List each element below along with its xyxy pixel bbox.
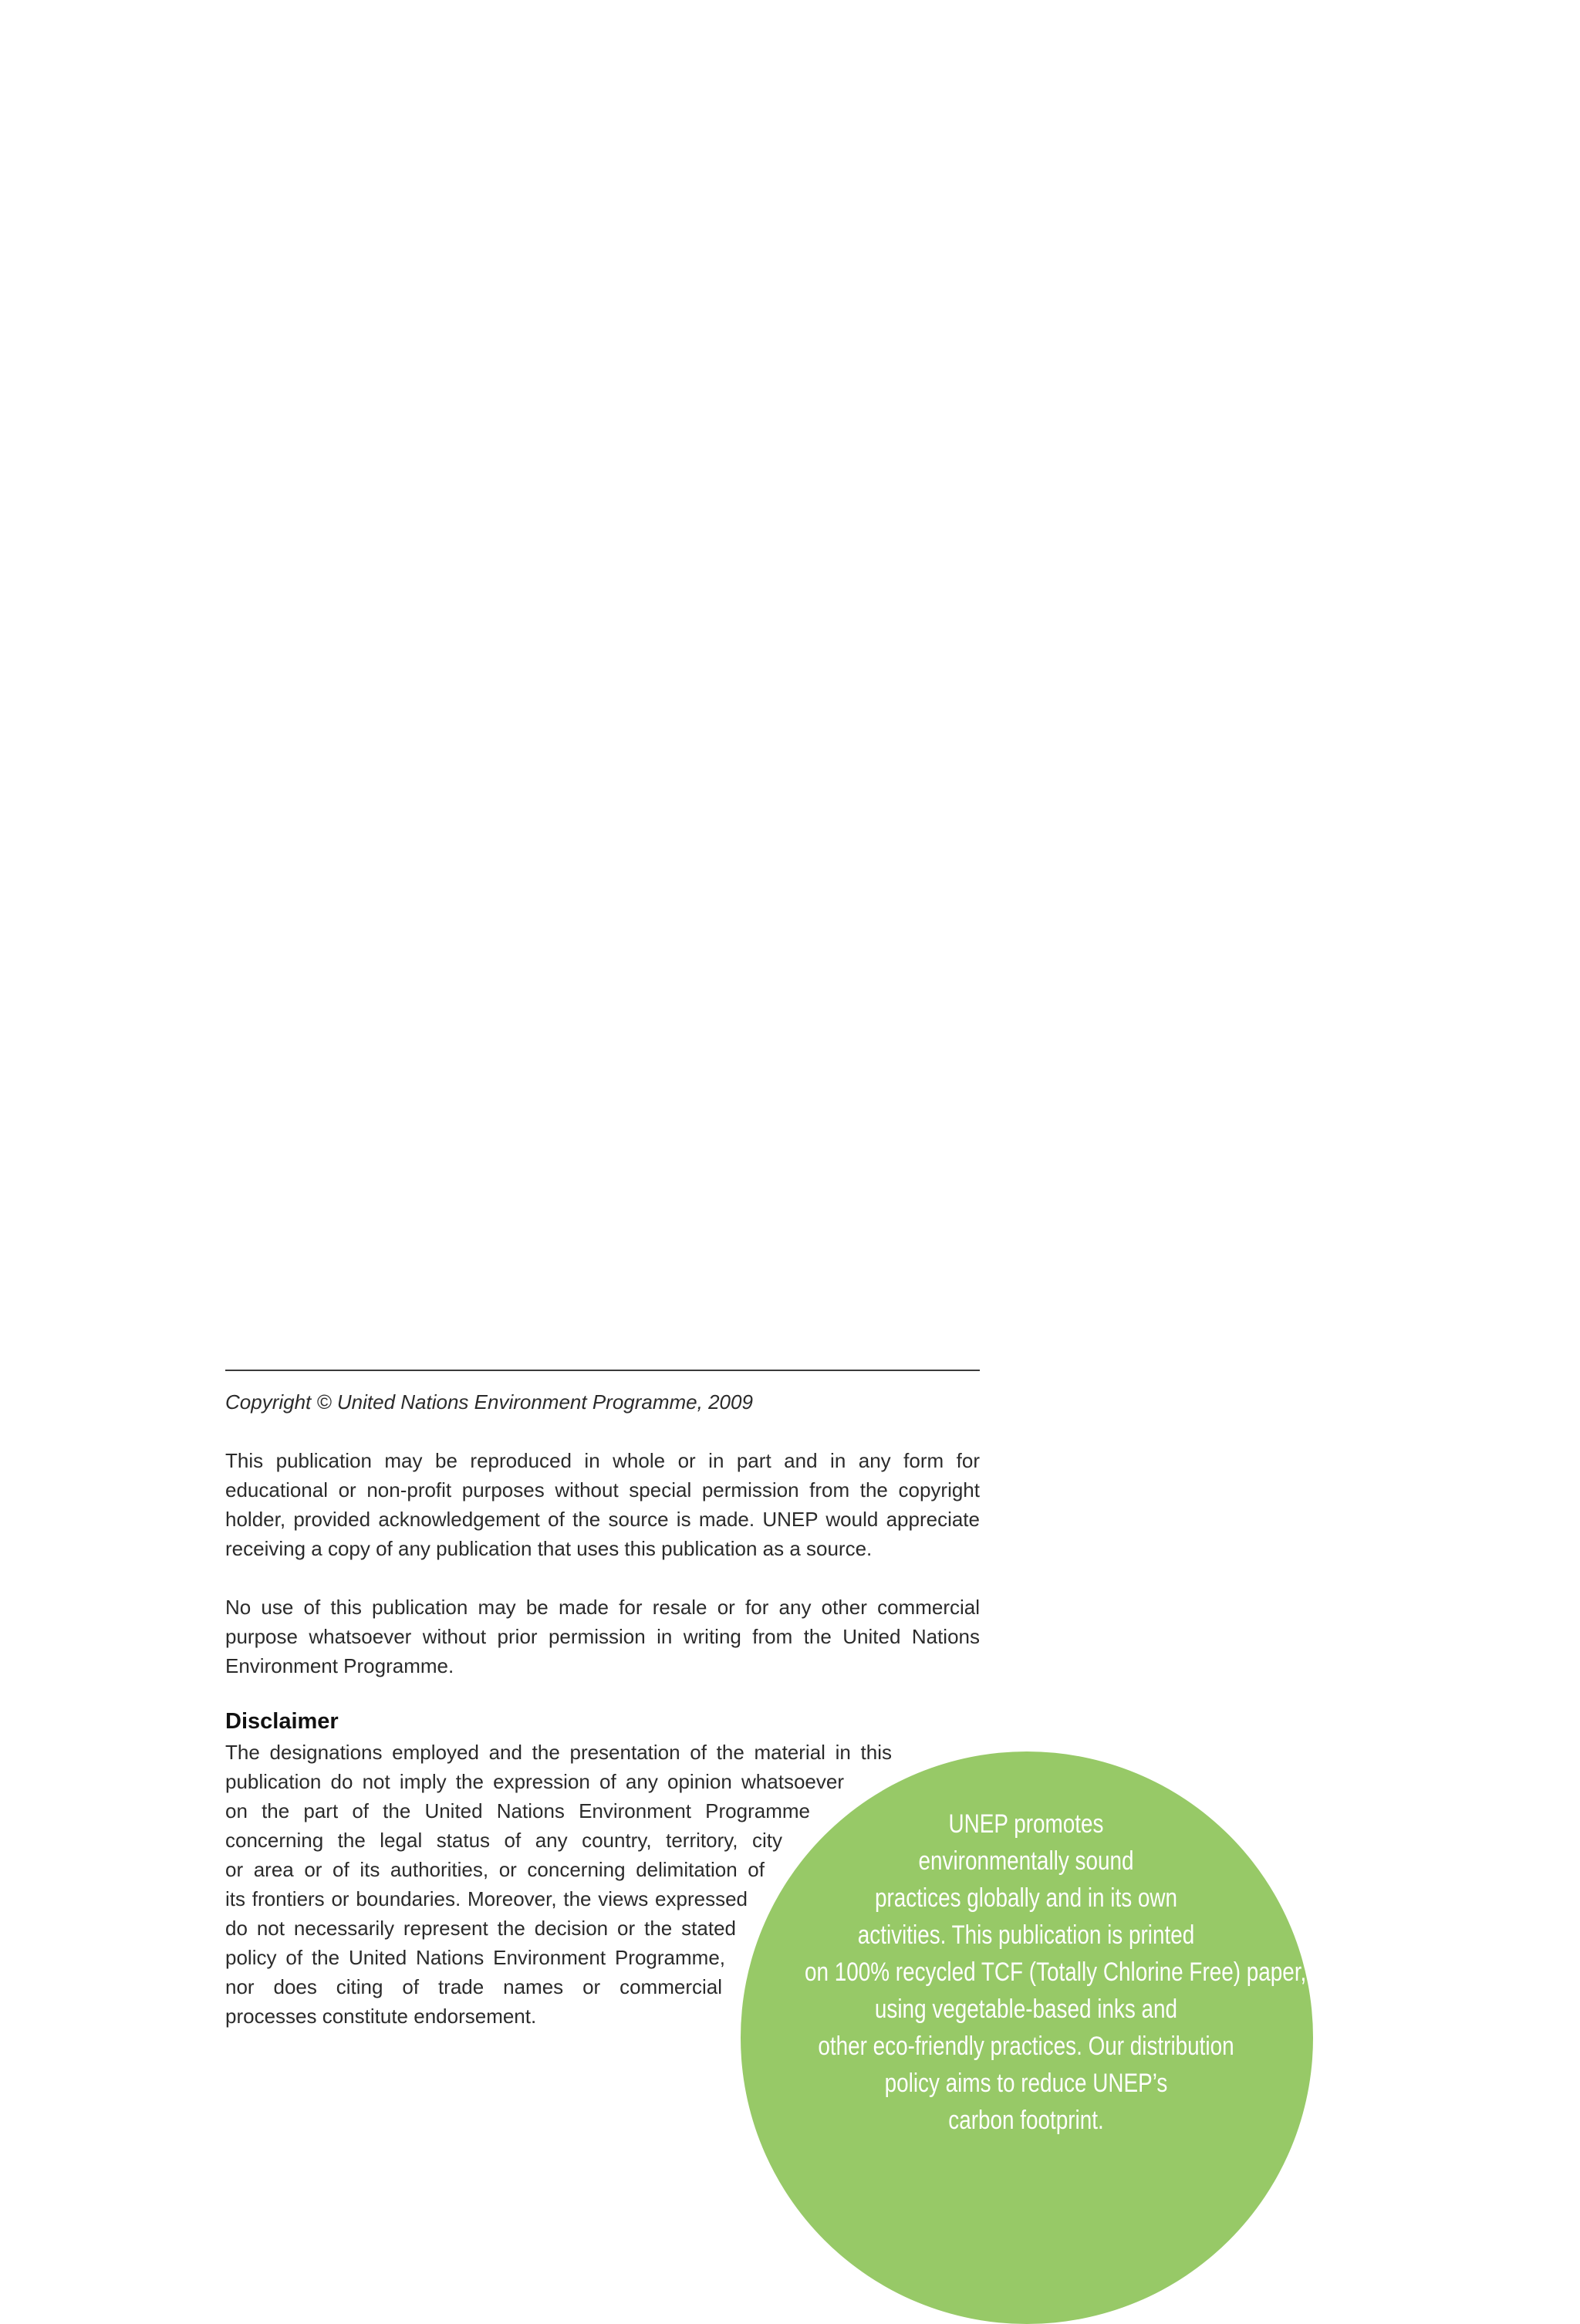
- copyright-notice: Copyright © United Nations Environment Programme, 2009: [225, 1390, 753, 1414]
- disclaimer-line: publication do not imply the expression of any opinion whatsoever: [225, 1770, 844, 1793]
- disclaimer-line: do not necessarily represent the decision or the stated: [225, 1917, 736, 1940]
- resale-paragraph: No use of this publication may be made for resale or for any other commercial purpose whatsoever without prior permission in writing from the United Nations Environment Programme.: [225, 1596, 980, 1677]
- disclaimer-heading: Disclaimer: [225, 1709, 339, 1734]
- disclaimer-line: The designations employed and the presentation of the material in this: [225, 1741, 892, 1764]
- divider-rule: [225, 1370, 980, 1371]
- eco-line: practices globally and in its own: [874, 1883, 1178, 1913]
- reproduction-paragraph: This publication may be reproduced in whole or in part and in any form for educational or non-profit purposes without special permission from the copyright holder, provided acknowledgement of the source is made. UNEP would appreciate receiving a copy of any publication that uses this publication as a source.: [225, 1449, 980, 1560]
- disclaimer-line: nor does citing of trade names or commercial: [225, 1975, 722, 1998]
- disclaimer-line: its frontiers or boundaries. Moreover, the views expressed: [225, 1887, 748, 1910]
- eco-line: using vegetable-based inks and: [874, 1995, 1178, 2024]
- eco-line: other eco-friendly practices. Our distribution: [818, 2032, 1234, 2061]
- eco-line: on 100% recycled TCF (Totally Chlorine Free) paper,: [805, 1957, 1307, 1987]
- disclaimer-line: policy of the United Nations Environment Programme,: [225, 1946, 725, 1969]
- eco-line: environmentally sound: [918, 1846, 1134, 1876]
- disclaimer-line: or area or of its authorities, or concerning delimitation of: [225, 1858, 765, 1881]
- eco-line: UNEP promotes: [948, 1809, 1104, 1839]
- eco-line: activities. This publication is printed: [857, 1920, 1195, 1950]
- eco-line: carbon footprint.: [948, 2106, 1104, 2135]
- eco-line: policy aims to reduce UNEP’s: [884, 2069, 1168, 2098]
- disclaimer-line: processes constitute endorsement.: [225, 2005, 537, 2028]
- disclaimer-line: on the part of the United Nations Environment Programme: [225, 1799, 810, 1822]
- disclaimer-line: concerning the legal status of any country, territory, city: [225, 1829, 782, 1852]
- eco-statement-text: [805, 1805, 1307, 2139]
